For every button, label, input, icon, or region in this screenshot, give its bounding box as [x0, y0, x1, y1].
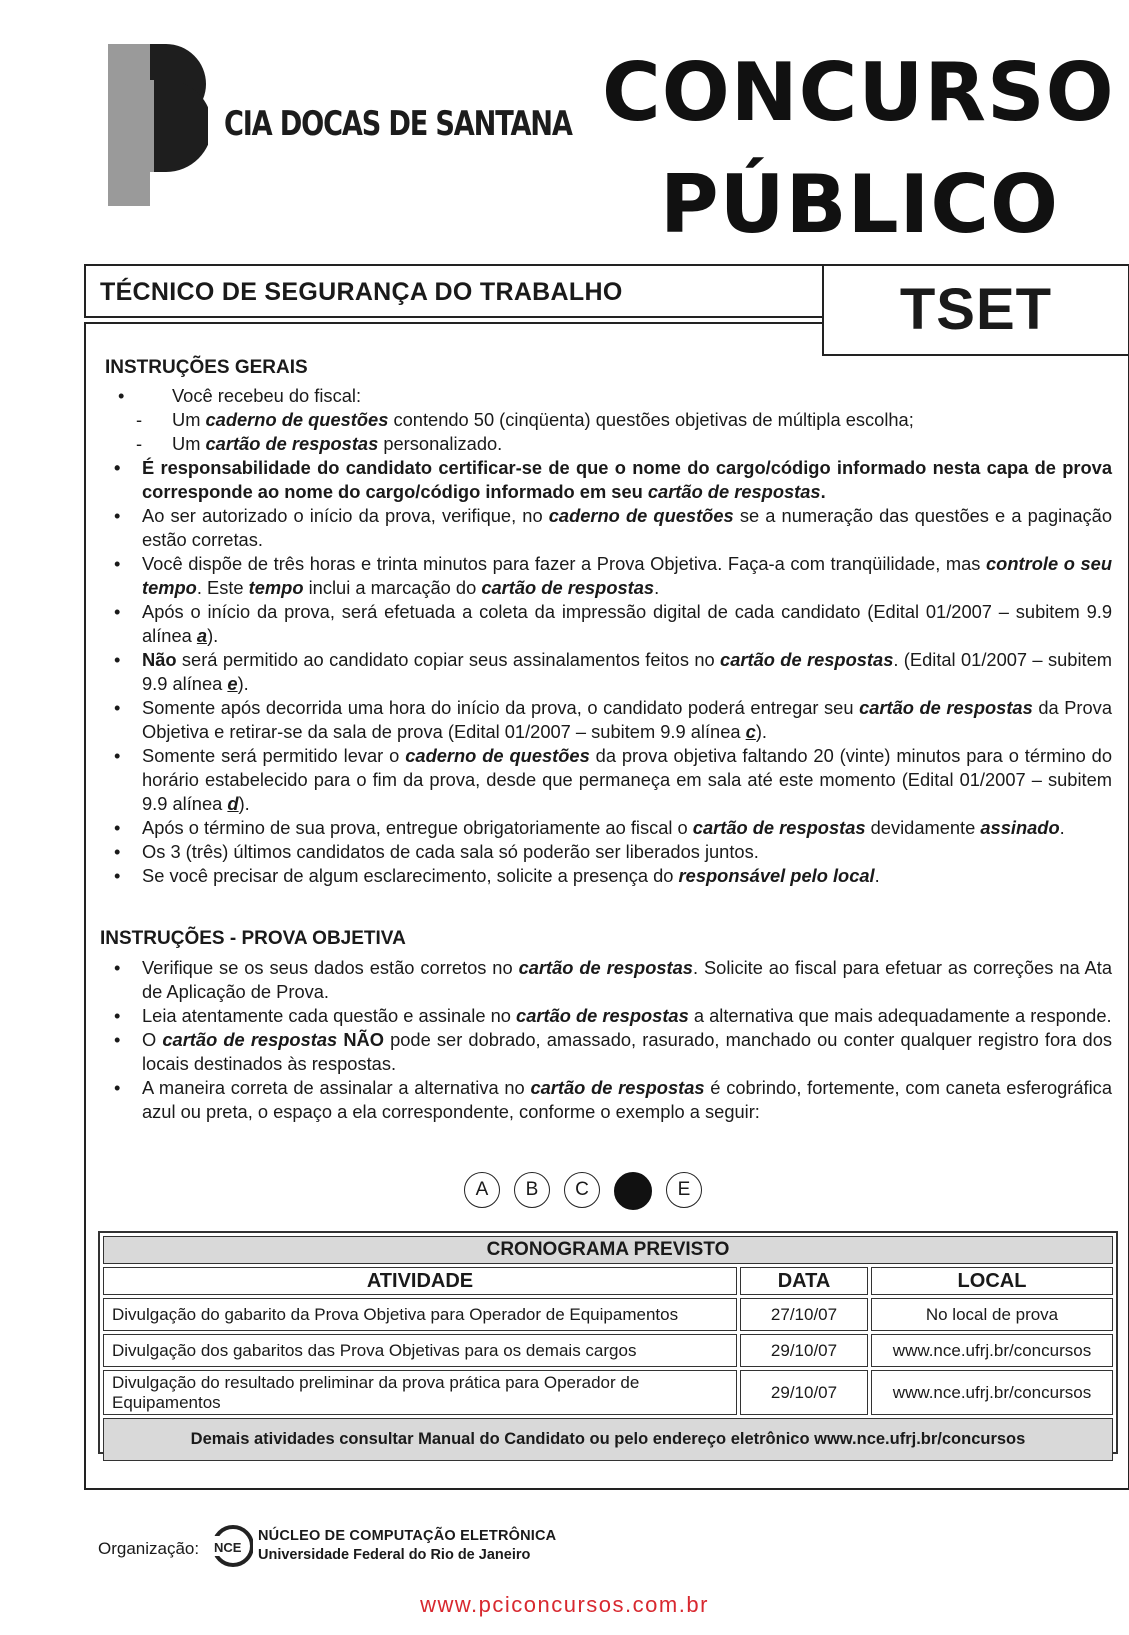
bubble-a: A	[464, 1172, 500, 1208]
location-cell: www.nce.ufrj.br/concursos	[871, 1370, 1113, 1415]
bubble-c: C	[564, 1172, 600, 1208]
nce-university: Universidade Federal do Rio de Janeiro	[258, 1547, 531, 1563]
list-item: • Você recebeu do fiscal:	[118, 385, 362, 406]
objective-instructions-list	[110, 956, 1112, 1124]
list-item: • Após o término de sua prova, entregue obrigatoriamente ao fiscal o cartão de respostas devidamente assinado.	[114, 817, 1065, 838]
column-header-date: DATA	[740, 1267, 868, 1295]
list-item: • Você dispõe de três horas e trinta minutos para fazer a Prova Objetiva. Faça-a com tranqüilidade, mas controle o seu tempo. Este tempo inclui a marcação do cartão de respostas.	[114, 553, 1112, 598]
list-item: • Somente após decorrida uma hora do início da prova, o candidato poderá entregar seu cartão de respostas da Prova Objetiva e retirar-se da sala de prova (Edital 01/2007 – subitem 9.9 alínea c).	[114, 697, 1112, 742]
sub-list-item: - Um caderno de questões contendo 50 (cinqüenta) questões objetivas de múltipla escolha;	[136, 409, 914, 430]
section-title-objective: INSTRUÇÕES - PROVA OBJETIVA	[100, 928, 406, 949]
list-item: • Verifique se os seus dados estão corretos no cartão de respostas. Solicite ao fiscal para efetuar as correções na Ata de Aplicação de Prova.	[114, 957, 1112, 1002]
list-item: • Somente será permitido levar o caderno de questões da prova objetiva faltando 20 (vinte) minutos para o término do horário estabelecido para o fim da prova, desde que permaneça em sala até este momento (Edital 01/2007 – subitem 9.9 alínea d).	[114, 745, 1112, 814]
list-item: • A maneira correta de assinalar a alternativa no cartão de respostas é cobrindo, fortemente, com caneta esferográfica azul ou preta, o espaço a ela correspondente, conforme o exemplo a seguir:	[114, 1077, 1112, 1122]
organization-label: Organização:	[98, 1539, 200, 1558]
list-item: • Leia atentamente cada questão e assinale no cartão de respostas a alternativa que mais adequadamente a responde.	[114, 1005, 1112, 1026]
company-name: CIA DOCAS DE SANTANA	[224, 104, 572, 144]
general-instructions-list	[110, 384, 1112, 888]
location-cell: No local de prova	[871, 1298, 1113, 1331]
date-cell: 29/10/07	[740, 1370, 868, 1415]
table-row	[103, 1370, 1113, 1415]
activity-cell: Divulgação do resultado preliminar da prova prática para Operador de Equipamentos	[103, 1370, 737, 1415]
schedule-caption: CRONOGRAMA PREVISTO	[103, 1236, 1113, 1264]
list-item: • Se você precisar de algum esclarecimento, solicite a presença do responsável pelo local.	[114, 865, 880, 886]
activity-cell: Divulgação dos gabaritos das Prova Objetivas para os demais cargos	[103, 1334, 737, 1367]
table-row	[103, 1298, 1113, 1331]
bubble-e: E	[666, 1172, 702, 1208]
section-title-general: INSTRUÇÕES GERAIS	[105, 357, 308, 378]
column-header-activity: ATIVIDADE	[103, 1267, 737, 1295]
bubble-d-filled	[614, 1172, 652, 1210]
cargo-code: TSET	[899, 277, 1053, 342]
cargo-title: TÉCNICO DE SEGURANÇA DO TRABALHO	[100, 278, 623, 306]
list-item: • Não será permitido ao candidato copiar seus assinalamentos feitos no cartão de respostas. (Edital 01/2007 – subitem 9.9 alínea e).	[114, 649, 1112, 694]
cia-docas-logo-icon	[108, 44, 208, 206]
location-cell: www.nce.ufrj.br/concursos	[871, 1334, 1113, 1367]
title-line-2: PÚBLICO	[660, 158, 1060, 251]
list-item: • Os 3 (três) últimos candidatos de cada sala só poderão ser liberados juntos.	[114, 841, 759, 862]
table-row	[103, 1334, 1113, 1367]
schedule-table	[98, 1231, 1118, 1454]
nce-name: NÚCLEO DE COMPUTAÇÃO ELETRÔNICA	[258, 1528, 557, 1544]
activity-cell: Divulgação do gabarito da Prova Objetiva para Operador de Equipamentos	[103, 1298, 737, 1331]
list-item: • O cartão de respostas NÃO pode ser dobrado, amassado, rasurado, manchado ou conter qualquer registro fora dos locais destinados às respostas.	[114, 1029, 1112, 1074]
answer-example	[464, 1172, 702, 1210]
date-cell: 27/10/07	[740, 1298, 868, 1331]
bubble-b: B	[514, 1172, 550, 1208]
list-item: • Ao ser autorizado o início da prova, verifique, no caderno de questões se a numeração das questões e a paginação estão corretas.	[114, 505, 1112, 550]
list-item: • Após o início da prova, será efetuada a coleta da impressão digital de cada candidato (Edital 01/2007 – subitem 9.9 alínea a).	[114, 601, 1112, 646]
svg-text:NCE: NCE	[214, 1540, 242, 1555]
column-header-location: LOCAL	[871, 1267, 1113, 1295]
schedule-footer-note: Demais atividades consultar Manual do Candidato ou pelo endereço eletrônico www.nce.ufrj.br/concursos	[103, 1418, 1113, 1461]
source-url-link[interactable]: www.pciconcursos.com.br	[420, 1592, 709, 1617]
nce-logo-icon	[211, 1524, 253, 1568]
title-line-1: CONCURSO	[602, 46, 1115, 139]
date-cell: 29/10/07	[740, 1334, 868, 1367]
sub-list-item: - Um cartão de respostas personalizado.	[136, 433, 503, 454]
list-item: • É responsabilidade do candidato certificar-se de que o nome do cargo/código informado nesta capa de prova corresponde ao nome do cargo/código informado em seu cartão de respostas.	[114, 457, 1112, 502]
